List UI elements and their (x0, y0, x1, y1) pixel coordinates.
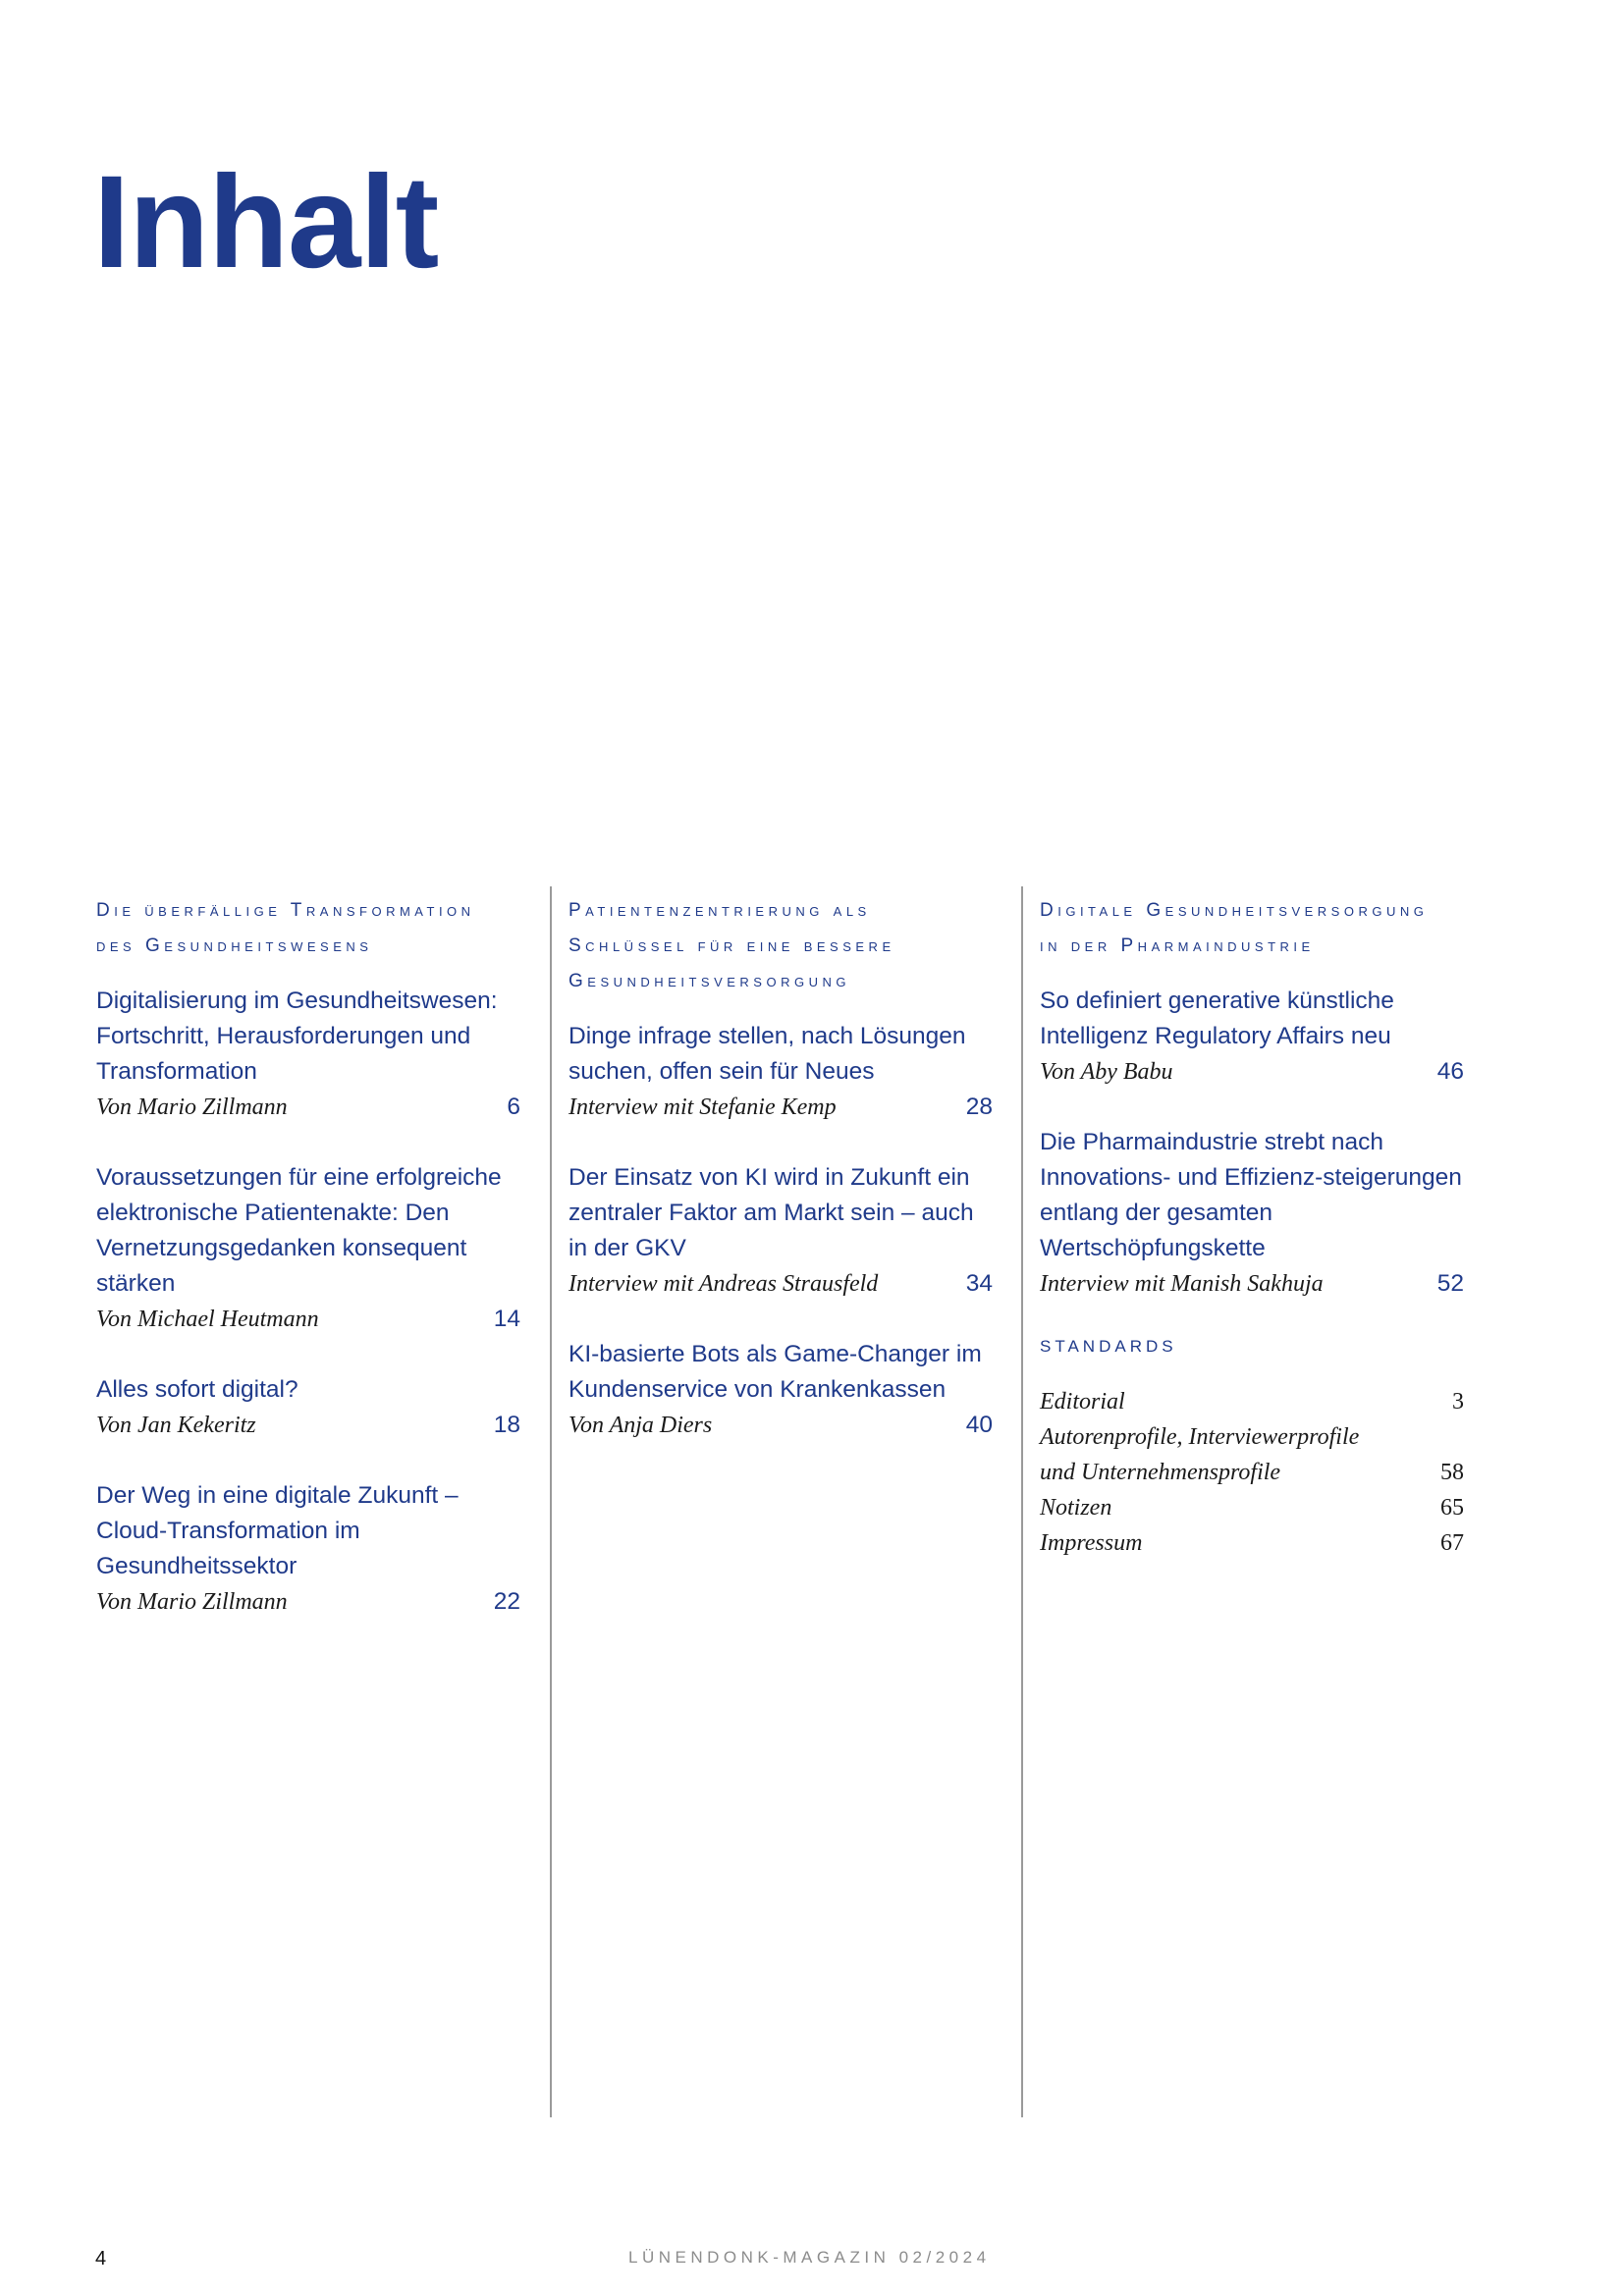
entry-title: Digitalisierung im Gesundheitswesen: Fortschritt, Herausforderungen und Transformation (96, 988, 498, 1085)
entry-author: Von Jan Kekeritz (96, 1413, 256, 1438)
entry-title: Der Weg in eine digitale Zukunft – Cloud-Transformation im Gesundheitssektor (96, 1482, 459, 1579)
standards-page-number: 67 (1440, 1530, 1464, 1556)
toc-entry[interactable] (96, 1478, 520, 1620)
toc-entry[interactable] (1040, 984, 1464, 1090)
standards-item[interactable]: Impressum 67 (1040, 1525, 1464, 1561)
entry-title: So definiert generative künstliche Intelligenz Regulatory Affairs neu (1040, 988, 1394, 1049)
entry-author: Von Anja Diers (568, 1413, 713, 1438)
entry-page-number: 46 (1436, 1058, 1464, 1085)
toc-entry[interactable] (96, 984, 520, 1125)
standards-item[interactable]: Notizen 65 (1040, 1490, 1464, 1525)
entry-page-number: 18 (493, 1412, 520, 1438)
entry-author: Von Mario Zillmann (96, 1095, 288, 1120)
entry-title: Die Pharmaindustrie strebt nach Innovations- und Effizienz-steigerungen entlang der gesamten Wertschöpfungskette (1040, 1129, 1462, 1261)
standards-item[interactable]: Editorial 3 (1040, 1384, 1464, 1419)
toc-entry[interactable] (568, 1160, 993, 1302)
entry-author: Von Michael Heutmann (96, 1307, 319, 1332)
page-number: 4 (95, 2248, 107, 2269)
toc-column-transformation (96, 893, 520, 1655)
column-divider (550, 886, 552, 2117)
entry-title: Dinge infrage stellen, nach Lösungen suchen, offen sein für Neues (568, 1023, 966, 1085)
standards-item[interactable]: Autorenprofile, Interviewerprofile und Unternehmensprofile 58 (1040, 1419, 1464, 1490)
standards-page-number: 58 (1440, 1460, 1464, 1485)
toc-entry[interactable] (96, 1160, 520, 1337)
entry-author: Interview mit Andreas Strausfeld (568, 1271, 879, 1297)
page-title: Inhalt (93, 149, 439, 295)
entry-title: KI-basierte Bots als Game-Changer im Kundenservice von Krankenkassen (568, 1341, 982, 1403)
toc-entry[interactable] (568, 1019, 993, 1125)
entry-page-number: 40 (965, 1412, 993, 1438)
entry-page-number: 6 (507, 1094, 520, 1120)
standards-page-number: 3 (1452, 1389, 1464, 1415)
toc-column-pharma (1040, 893, 1464, 1561)
entry-title: Voraussetzungen für eine erfolgreiche elektronische Patientenakte: Den Vernetzungsgedanken konsequent stärken (96, 1164, 502, 1297)
footer-publication: LÜNENDONK-MAGAZIN 02/2024 (628, 2248, 991, 2267)
column-divider (1021, 886, 1023, 2117)
entry-page-number: 22 (493, 1588, 520, 1615)
entry-page-number: 14 (493, 1306, 520, 1332)
entry-author: Interview mit Manish Sakhuja (1040, 1271, 1324, 1297)
toc-entry[interactable] (96, 1372, 520, 1443)
toc-column-patient-centricity (568, 893, 993, 1478)
standards-page-number: 65 (1440, 1495, 1464, 1521)
entry-author: Von Aby Babu (1040, 1059, 1173, 1085)
section-heading: Digitale Gesundheitsversorgung in der Pharmaindustrie (1040, 900, 1429, 956)
standards-heading: STANDARDS (1040, 1337, 1177, 1356)
toc-entry[interactable] (1040, 1125, 1464, 1302)
entry-title: Der Einsatz von KI wird in Zukunft ein zentraler Faktor am Markt sein – auch in der GKV (568, 1164, 974, 1261)
entry-page-number: 52 (1436, 1270, 1464, 1297)
entry-page-number: 34 (965, 1270, 993, 1297)
entry-author: Interview mit Stefanie Kemp (568, 1095, 837, 1120)
entry-title: Alles sofort digital? (96, 1376, 298, 1403)
section-heading: Patientenzentrierung als Schlüssel für eine bessere Gesundheitsversorgung (568, 900, 895, 991)
entry-author: Von Mario Zillmann (96, 1589, 288, 1615)
toc-entry[interactable] (568, 1337, 993, 1443)
section-heading: Die überfällige Transformation des Gesundheitswesens (96, 900, 475, 956)
entry-page-number: 28 (965, 1094, 993, 1120)
